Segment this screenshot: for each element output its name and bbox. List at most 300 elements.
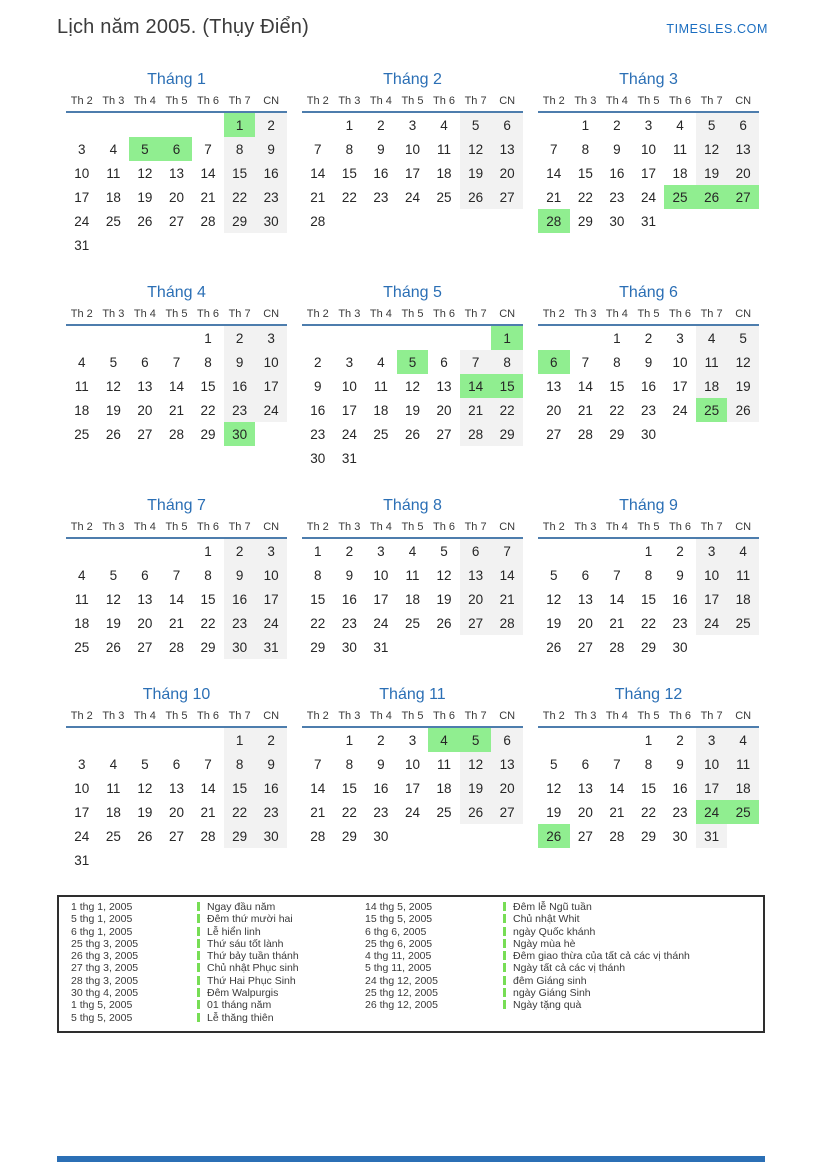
day-cell[interactable]: 20 xyxy=(491,776,523,800)
day-cell[interactable]: 10 xyxy=(255,563,287,587)
day-cell[interactable]: 29 xyxy=(200,426,216,442)
day-cell[interactable]: 5 xyxy=(397,350,429,374)
day-cell[interactable]: 22 xyxy=(640,804,656,820)
day-cell[interactable]: 30 xyxy=(373,828,389,844)
day-cell[interactable]: 31 xyxy=(341,450,357,466)
day-cell[interactable]: 19 xyxy=(436,591,452,607)
day-cell[interactable]: 7 xyxy=(581,354,590,370)
day-cell[interactable]: 6 xyxy=(727,112,759,137)
day-cell[interactable]: 19 xyxy=(696,161,728,185)
day-cell[interactable]: 26 xyxy=(105,639,121,655)
day-cell[interactable]: 20 xyxy=(460,587,492,611)
day-cell[interactable]: 18 xyxy=(436,165,452,181)
day-cell[interactable]: 16 xyxy=(640,378,656,394)
day-cell[interactable]: 8 xyxy=(491,350,523,374)
day-cell[interactable]: 30 xyxy=(310,450,326,466)
day-cell[interactable]: 22 xyxy=(224,185,256,209)
day-cell[interactable]: 6 xyxy=(141,567,149,583)
day-cell[interactable]: 11 xyxy=(673,141,688,157)
day-cell[interactable]: 29 xyxy=(224,824,256,848)
day-cell[interactable]: 17 xyxy=(404,165,420,181)
day-cell[interactable]: 14 xyxy=(609,780,625,796)
day-cell[interactable]: 28 xyxy=(538,209,570,233)
day-cell[interactable]: 31 xyxy=(74,237,90,253)
day-cell[interactable]: 14 xyxy=(546,165,562,181)
day-cell[interactable]: 16 xyxy=(310,402,326,418)
day-cell[interactable]: 3 xyxy=(676,330,684,346)
day-cell[interactable]: 6 xyxy=(491,727,523,752)
day-cell[interactable]: 13 xyxy=(436,378,452,394)
day-cell[interactable]: 7 xyxy=(491,538,523,563)
day-cell[interactable]: 10 xyxy=(640,141,656,157)
day-cell[interactable]: 3 xyxy=(408,117,417,133)
day-cell[interactable]: 13 xyxy=(168,780,184,796)
day-cell[interactable]: 12 xyxy=(404,378,420,394)
day-cell[interactable]: 10 xyxy=(696,752,728,776)
day-cell[interactable]: 27 xyxy=(168,828,184,844)
day-cell[interactable]: 1 xyxy=(224,112,256,137)
day-cell[interactable]: 26 xyxy=(460,800,492,824)
day-cell[interactable]: 14 xyxy=(168,378,184,394)
day-cell[interactable]: 21 xyxy=(200,189,216,205)
day-cell[interactable]: 1 xyxy=(581,117,590,133)
day-cell[interactable]: 10 xyxy=(672,354,688,370)
day-cell[interactable]: 8 xyxy=(345,756,354,772)
day-cell[interactable]: 12 xyxy=(727,350,759,374)
day-cell[interactable]: 22 xyxy=(491,398,523,422)
day-cell[interactable]: 25 xyxy=(436,804,452,820)
day-cell[interactable]: 18 xyxy=(74,615,90,631)
day-cell[interactable]: 14 xyxy=(609,591,625,607)
day-cell[interactable]: 28 xyxy=(200,213,216,229)
day-cell[interactable]: 4 xyxy=(696,325,728,350)
day-cell[interactable]: 24 xyxy=(672,402,688,418)
day-cell[interactable]: 17 xyxy=(696,587,728,611)
day-cell[interactable]: 1 xyxy=(224,727,256,752)
day-cell[interactable]: 14 xyxy=(310,165,326,181)
day-cell[interactable]: 22 xyxy=(200,615,216,631)
day-cell[interactable]: 27 xyxy=(491,800,523,824)
day-cell[interactable]: 27 xyxy=(577,828,593,844)
day-cell[interactable]: 2 xyxy=(345,543,354,559)
day-cell[interactable]: 12 xyxy=(105,378,121,394)
day-cell[interactable]: 29 xyxy=(577,213,593,229)
day-cell[interactable]: 23 xyxy=(224,398,256,422)
day-cell[interactable]: 8 xyxy=(204,567,212,583)
day-cell[interactable]: 28 xyxy=(200,828,216,844)
day-cell[interactable]: 13 xyxy=(727,137,759,161)
day-cell[interactable]: 31 xyxy=(696,824,728,848)
day-cell[interactable]: 4 xyxy=(428,727,460,752)
day-cell[interactable]: 14 xyxy=(200,780,216,796)
day-cell[interactable]: 2 xyxy=(224,538,256,563)
day-cell[interactable]: 26 xyxy=(404,426,420,442)
day-cell[interactable]: 1 xyxy=(204,543,212,559)
day-cell[interactable]: 28 xyxy=(168,639,184,655)
day-cell[interactable]: 19 xyxy=(105,615,121,631)
day-cell[interactable]: 23 xyxy=(640,402,656,418)
day-cell[interactable]: 7 xyxy=(550,141,558,157)
day-cell[interactable]: 20 xyxy=(727,161,759,185)
day-cell[interactable]: 12 xyxy=(436,567,452,583)
day-cell[interactable]: 9 xyxy=(255,137,287,161)
day-cell[interactable]: 22 xyxy=(224,800,256,824)
day-cell[interactable]: 16 xyxy=(373,780,389,796)
day-cell[interactable]: 5 xyxy=(550,567,558,583)
day-cell[interactable]: 16 xyxy=(672,780,688,796)
day-cell[interactable]: 23 xyxy=(672,615,688,631)
day-cell[interactable]: 17 xyxy=(74,804,90,820)
day-cell[interactable]: 16 xyxy=(373,165,389,181)
day-cell[interactable]: 23 xyxy=(373,804,389,820)
day-cell[interactable]: 24 xyxy=(255,611,287,635)
day-cell[interactable]: 19 xyxy=(460,776,492,800)
day-cell[interactable]: 15 xyxy=(224,776,256,800)
day-cell[interactable]: 26 xyxy=(436,615,452,631)
day-cell[interactable]: 1 xyxy=(314,543,322,559)
day-cell[interactable]: 26 xyxy=(137,828,153,844)
day-cell[interactable]: 22 xyxy=(609,402,625,418)
day-cell[interactable]: 11 xyxy=(405,567,420,583)
day-cell[interactable]: 11 xyxy=(727,752,759,776)
day-cell[interactable]: 22 xyxy=(200,402,216,418)
day-cell[interactable]: 21 xyxy=(609,615,625,631)
day-cell[interactable]: 18 xyxy=(105,189,121,205)
day-cell[interactable]: 26 xyxy=(727,398,759,422)
day-cell[interactable]: 18 xyxy=(727,587,759,611)
day-cell[interactable]: 21 xyxy=(460,398,492,422)
day-cell[interactable]: 26 xyxy=(538,824,570,848)
day-cell[interactable]: 11 xyxy=(106,165,121,181)
day-cell[interactable]: 27 xyxy=(577,639,593,655)
day-cell[interactable]: 15 xyxy=(640,591,656,607)
day-cell[interactable]: 18 xyxy=(727,776,759,800)
day-cell[interactable]: 29 xyxy=(609,426,625,442)
day-cell[interactable]: 27 xyxy=(546,426,562,442)
day-cell[interactable]: 20 xyxy=(577,804,593,820)
day-cell[interactable]: 8 xyxy=(644,567,653,583)
day-cell[interactable]: 29 xyxy=(640,639,656,655)
day-cell[interactable]: 9 xyxy=(314,378,322,394)
day-cell[interactable]: 29 xyxy=(200,639,216,655)
day-cell[interactable]: 30 xyxy=(255,824,287,848)
day-cell[interactable]: 24 xyxy=(74,828,90,844)
day-cell[interactable]: 6 xyxy=(440,354,448,370)
day-cell[interactable]: 25 xyxy=(74,426,90,442)
day-cell[interactable]: 6 xyxy=(491,112,523,137)
day-cell[interactable]: 25 xyxy=(105,213,121,229)
day-cell[interactable]: 13 xyxy=(546,378,562,394)
day-cell[interactable]: 6 xyxy=(161,137,193,161)
day-cell[interactable]: 8 xyxy=(204,354,212,370)
day-cell[interactable]: 21 xyxy=(310,804,326,820)
day-cell[interactable]: 1 xyxy=(613,330,621,346)
day-cell[interactable]: 21 xyxy=(168,615,184,631)
day-cell[interactable]: 30 xyxy=(640,426,656,442)
day-cell[interactable]: 25 xyxy=(105,828,121,844)
day-cell[interactable]: 31 xyxy=(640,213,656,229)
day-cell[interactable]: 12 xyxy=(696,137,728,161)
day-cell[interactable]: 16 xyxy=(224,587,256,611)
day-cell[interactable]: 21 xyxy=(609,804,625,820)
day-cell[interactable]: 3 xyxy=(377,543,385,559)
day-cell[interactable]: 10 xyxy=(255,350,287,374)
day-cell[interactable]: 12 xyxy=(137,780,153,796)
day-cell[interactable]: 15 xyxy=(310,591,326,607)
day-cell[interactable]: 23 xyxy=(672,804,688,820)
day-cell[interactable]: 7 xyxy=(314,756,322,772)
day-cell[interactable]: 24 xyxy=(341,426,357,442)
day-cell[interactable]: 24 xyxy=(404,189,420,205)
day-cell[interactable]: 13 xyxy=(491,137,523,161)
day-cell[interactable]: 8 xyxy=(224,137,256,161)
day-cell[interactable]: 24 xyxy=(255,398,287,422)
day-cell[interactable]: 9 xyxy=(644,354,653,370)
day-cell[interactable]: 8 xyxy=(613,354,621,370)
day-cell[interactable]: 15 xyxy=(200,591,216,607)
day-cell[interactable]: 4 xyxy=(109,756,118,772)
day-cell[interactable]: 4 xyxy=(109,141,118,157)
day-cell[interactable]: 2 xyxy=(377,732,385,748)
day-cell[interactable]: 29 xyxy=(224,209,256,233)
day-cell[interactable]: 24 xyxy=(404,804,420,820)
day-cell[interactable]: 22 xyxy=(341,804,357,820)
day-cell[interactable]: 21 xyxy=(310,189,326,205)
day-cell[interactable]: 28 xyxy=(609,639,625,655)
day-cell[interactable]: 14 xyxy=(168,591,184,607)
day-cell[interactable]: 24 xyxy=(74,213,90,229)
day-cell[interactable]: 13 xyxy=(460,563,492,587)
day-cell[interactable]: 15 xyxy=(640,780,656,796)
day-cell[interactable]: 30 xyxy=(609,213,625,229)
day-cell[interactable]: 9 xyxy=(676,567,684,583)
day-cell[interactable]: 19 xyxy=(105,402,121,418)
day-cell[interactable]: 3 xyxy=(696,538,728,563)
day-cell[interactable]: 18 xyxy=(105,804,121,820)
day-cell[interactable]: 28 xyxy=(310,213,326,229)
day-cell[interactable]: 15 xyxy=(224,161,256,185)
day-cell[interactable]: 15 xyxy=(341,780,357,796)
day-cell[interactable]: 30 xyxy=(224,635,256,659)
day-cell[interactable]: 4 xyxy=(727,727,759,752)
day-cell[interactable]: 28 xyxy=(577,426,593,442)
day-cell[interactable]: 4 xyxy=(408,543,417,559)
day-cell[interactable]: 4 xyxy=(440,117,448,133)
day-cell[interactable]: 26 xyxy=(696,185,728,209)
day-cell[interactable]: 6 xyxy=(538,350,570,374)
day-cell[interactable]: 12 xyxy=(460,752,492,776)
day-cell[interactable]: 13 xyxy=(577,591,593,607)
day-cell[interactable]: 27 xyxy=(727,185,759,209)
day-cell[interactable]: 7 xyxy=(613,756,621,772)
day-cell[interactable]: 17 xyxy=(696,776,728,800)
day-cell[interactable]: 15 xyxy=(609,378,625,394)
day-cell[interactable]: 25 xyxy=(696,398,728,422)
brand-link[interactable]: TIMESLES.COM xyxy=(666,22,768,36)
day-cell[interactable]: 1 xyxy=(204,330,212,346)
day-cell[interactable]: 27 xyxy=(491,185,523,209)
day-cell[interactable]: 2 xyxy=(613,117,621,133)
day-cell[interactable]: 6 xyxy=(460,538,492,563)
day-cell[interactable]: 11 xyxy=(437,756,452,772)
day-cell[interactable]: 22 xyxy=(577,189,593,205)
day-cell[interactable]: 6 xyxy=(581,756,590,772)
day-cell[interactable]: 8 xyxy=(314,567,322,583)
day-cell[interactable]: 13 xyxy=(168,165,184,181)
day-cell[interactable]: 20 xyxy=(168,189,184,205)
day-cell[interactable]: 9 xyxy=(676,756,684,772)
day-cell[interactable]: 5 xyxy=(109,354,118,370)
day-cell[interactable]: 14 xyxy=(200,165,216,181)
day-cell[interactable]: 24 xyxy=(640,189,656,205)
day-cell[interactable]: 25 xyxy=(664,185,696,209)
day-cell[interactable]: 19 xyxy=(546,615,562,631)
day-cell[interactable]: 5 xyxy=(141,756,149,772)
day-cell[interactable]: 1 xyxy=(345,732,354,748)
day-cell[interactable]: 6 xyxy=(172,756,181,772)
day-cell[interactable]: 16 xyxy=(672,591,688,607)
day-cell[interactable]: 26 xyxy=(105,426,121,442)
day-cell[interactable]: 4 xyxy=(676,117,684,133)
day-cell[interactable]: 16 xyxy=(224,374,256,398)
day-cell[interactable]: 17 xyxy=(255,374,287,398)
day-cell[interactable]: 5 xyxy=(129,137,161,161)
day-cell[interactable]: 20 xyxy=(546,402,562,418)
day-cell[interactable]: 30 xyxy=(255,209,287,233)
day-cell[interactable]: 23 xyxy=(609,189,625,205)
day-cell[interactable]: 17 xyxy=(373,591,389,607)
day-cell[interactable]: 2 xyxy=(676,543,684,559)
day-cell[interactable]: 29 xyxy=(640,828,656,844)
day-cell[interactable]: 12 xyxy=(546,591,562,607)
day-cell[interactable]: 23 xyxy=(341,615,357,631)
day-cell[interactable]: 2 xyxy=(377,117,385,133)
day-cell[interactable]: 10 xyxy=(696,563,728,587)
day-cell[interactable]: 30 xyxy=(341,639,357,655)
day-cell[interactable]: 13 xyxy=(491,752,523,776)
day-cell[interactable]: 28 xyxy=(609,828,625,844)
day-cell[interactable]: 31 xyxy=(255,635,287,659)
day-cell[interactable]: 17 xyxy=(404,780,420,796)
day-cell[interactable]: 18 xyxy=(436,780,452,796)
day-cell[interactable]: 13 xyxy=(577,780,593,796)
day-cell[interactable]: 9 xyxy=(345,567,354,583)
day-cell[interactable]: 27 xyxy=(436,426,452,442)
day-cell[interactable]: 8 xyxy=(644,756,653,772)
day-cell[interactable]: 28 xyxy=(491,611,523,635)
day-cell[interactable]: 16 xyxy=(341,591,357,607)
day-cell[interactable]: 20 xyxy=(436,402,452,418)
day-cell[interactable]: 25 xyxy=(727,800,759,824)
day-cell[interactable]: 20 xyxy=(577,615,593,631)
day-cell[interactable]: 19 xyxy=(137,189,153,205)
day-cell[interactable]: 7 xyxy=(204,141,212,157)
day-cell[interactable]: 29 xyxy=(491,422,523,446)
day-cell[interactable]: 12 xyxy=(137,165,153,181)
day-cell[interactable]: 18 xyxy=(373,402,389,418)
day-cell[interactable]: 29 xyxy=(341,828,357,844)
day-cell[interactable]: 17 xyxy=(640,165,656,181)
day-cell[interactable]: 7 xyxy=(460,350,492,374)
day-cell[interactable]: 19 xyxy=(546,804,562,820)
day-cell[interactable]: 15 xyxy=(200,378,216,394)
day-cell[interactable]: 5 xyxy=(696,112,728,137)
day-cell[interactable]: 25 xyxy=(436,189,452,205)
day-cell[interactable]: 5 xyxy=(109,567,118,583)
day-cell[interactable]: 10 xyxy=(74,780,90,796)
day-cell[interactable]: 6 xyxy=(141,354,149,370)
day-cell[interactable]: 31 xyxy=(373,639,389,655)
day-cell[interactable]: 21 xyxy=(577,402,593,418)
day-cell[interactable]: 7 xyxy=(314,141,322,157)
day-cell[interactable]: 11 xyxy=(74,378,89,394)
day-cell[interactable]: 8 xyxy=(345,141,354,157)
day-cell[interactable]: 11 xyxy=(106,780,121,796)
day-cell[interactable]: 5 xyxy=(460,727,492,752)
day-cell[interactable]: 26 xyxy=(137,213,153,229)
day-cell[interactable]: 4 xyxy=(78,354,86,370)
day-cell[interactable]: 3 xyxy=(408,732,417,748)
day-cell[interactable]: 22 xyxy=(640,615,656,631)
day-cell[interactable]: 16 xyxy=(255,776,287,800)
day-cell[interactable]: 23 xyxy=(224,611,256,635)
day-cell[interactable]: 18 xyxy=(696,374,728,398)
day-cell[interactable]: 11 xyxy=(437,141,452,157)
day-cell[interactable]: 3 xyxy=(255,538,287,563)
day-cell[interactable]: 14 xyxy=(577,378,593,394)
day-cell[interactable]: 4 xyxy=(78,567,86,583)
day-cell[interactable]: 13 xyxy=(137,591,153,607)
day-cell[interactable]: 4 xyxy=(727,538,759,563)
day-cell[interactable]: 7 xyxy=(172,567,181,583)
day-cell[interactable]: 24 xyxy=(696,800,728,824)
day-cell[interactable]: 9 xyxy=(613,141,621,157)
day-cell[interactable]: 19 xyxy=(727,374,759,398)
day-cell[interactable]: 1 xyxy=(644,732,653,748)
day-cell[interactable]: 2 xyxy=(314,354,322,370)
day-cell[interactable]: 27 xyxy=(168,213,184,229)
day-cell[interactable]: 19 xyxy=(137,804,153,820)
day-cell[interactable]: 24 xyxy=(696,611,728,635)
day-cell[interactable]: 14 xyxy=(491,563,523,587)
day-cell[interactable]: 3 xyxy=(345,354,354,370)
day-cell[interactable]: 23 xyxy=(255,185,287,209)
day-cell[interactable]: 25 xyxy=(373,426,389,442)
day-cell[interactable]: 12 xyxy=(105,591,121,607)
day-cell[interactable]: 11 xyxy=(373,378,388,394)
day-cell[interactable]: 22 xyxy=(341,189,357,205)
day-cell[interactable]: 3 xyxy=(644,117,653,133)
day-cell[interactable]: 22 xyxy=(310,615,326,631)
day-cell[interactable]: 30 xyxy=(224,422,256,446)
day-cell[interactable]: 12 xyxy=(546,780,562,796)
day-cell[interactable]: 9 xyxy=(224,350,256,374)
day-cell[interactable]: 25 xyxy=(74,639,90,655)
day-cell[interactable]: 19 xyxy=(404,402,420,418)
day-cell[interactable]: 26 xyxy=(546,639,562,655)
day-cell[interactable]: 18 xyxy=(404,591,420,607)
day-cell[interactable]: 2 xyxy=(676,732,684,748)
day-cell[interactable]: 9 xyxy=(255,752,287,776)
day-cell[interactable]: 9 xyxy=(377,141,385,157)
day-cell[interactable]: 2 xyxy=(255,112,287,137)
day-cell[interactable]: 5 xyxy=(460,112,492,137)
day-cell[interactable]: 16 xyxy=(255,161,287,185)
day-cell[interactable]: 7 xyxy=(172,354,181,370)
day-cell[interactable]: 17 xyxy=(74,189,90,205)
day-cell[interactable]: 25 xyxy=(727,611,759,635)
day-cell[interactable]: 1 xyxy=(491,325,523,350)
